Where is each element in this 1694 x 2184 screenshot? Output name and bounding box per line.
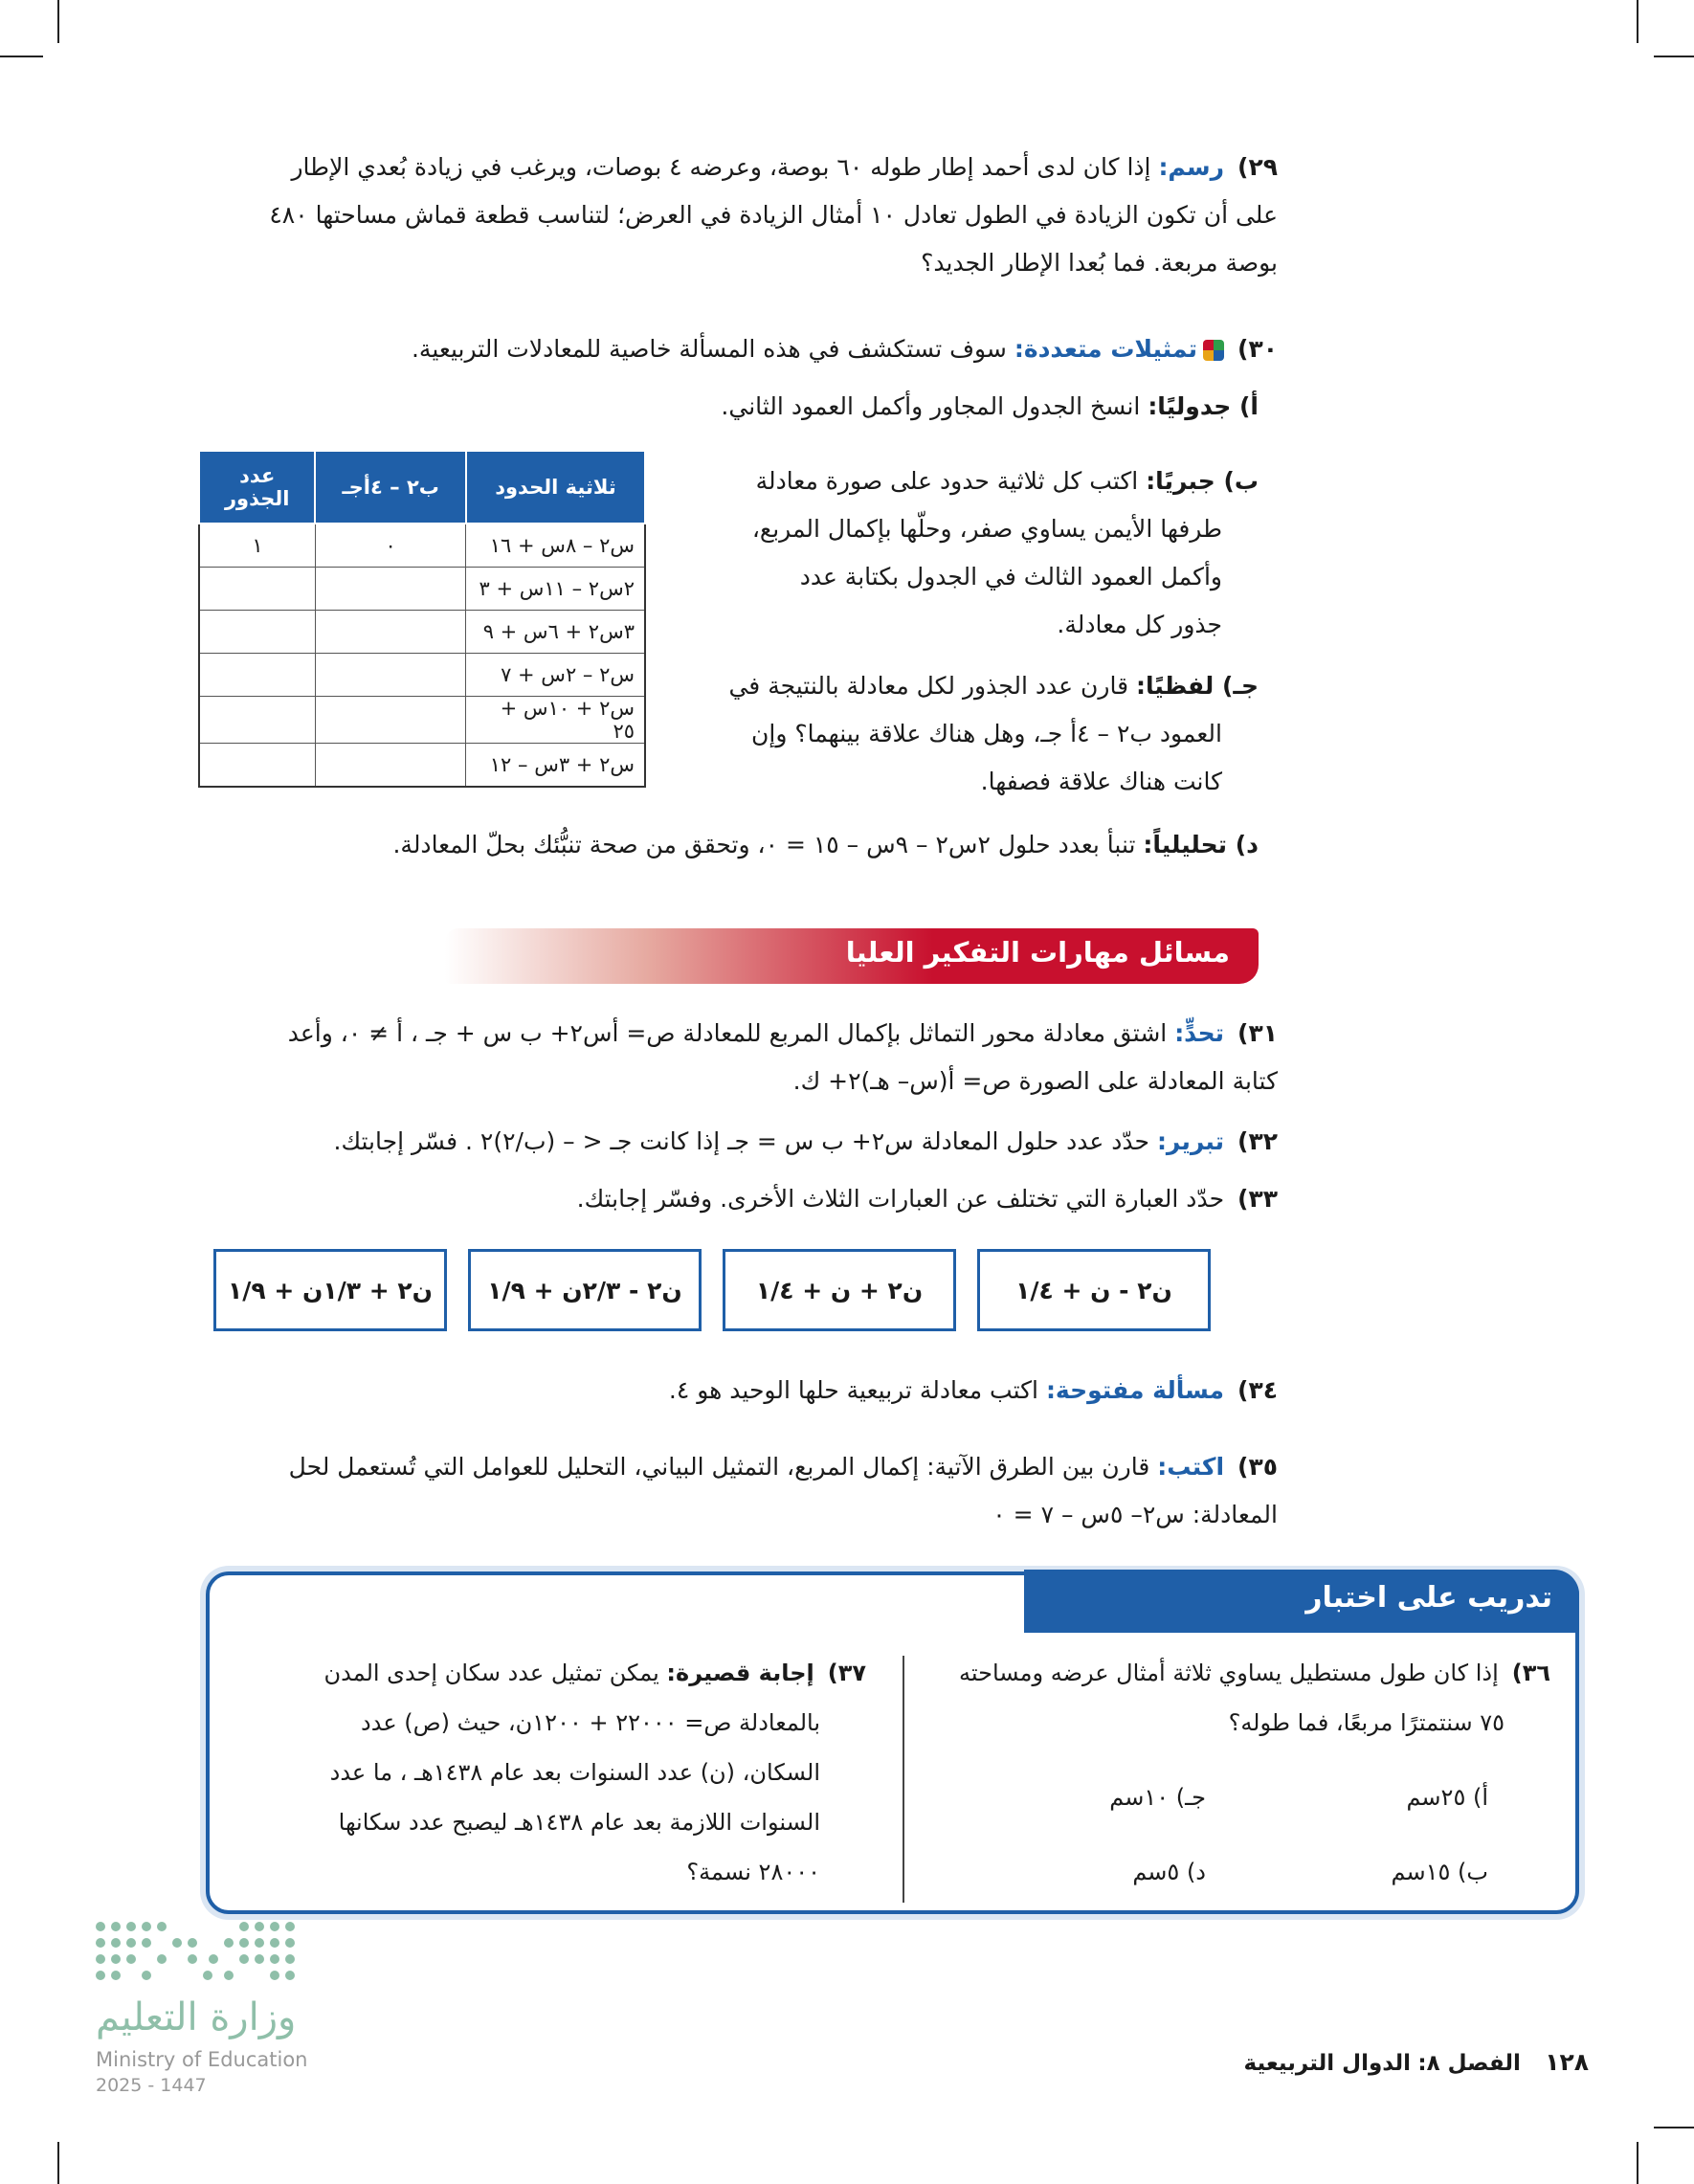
question-37	[273, 1648, 866, 1897]
problem-number: ٣١)	[1237, 1019, 1278, 1047]
table-header: ب٢ – ٤أجـ	[315, 451, 465, 524]
problem-30-part-d	[206, 821, 1259, 869]
table-cell	[199, 611, 315, 654]
roots-table	[198, 450, 646, 788]
part-text: العمود ب٢ – ٤أ جـ، وهل هناك علاقة بينهما؟ وإن	[751, 720, 1222, 747]
problem-31	[225, 1010, 1278, 1105]
part-text: قارن عدد الجذور لكل معادلة بالنتيجة في	[728, 672, 1129, 700]
problem-text: يمكن تمثيل عدد سكان إحدى المدن	[323, 1660, 659, 1686]
table-cell	[199, 654, 315, 697]
problem-32	[225, 1118, 1278, 1166]
problem-text: سوف تستكشف في هذه المسألة خاصية للمعادلات التربيعية.	[411, 335, 1007, 363]
chapter-title: الدوال التربيعية	[1243, 2051, 1412, 2076]
part-text: كانت هناك علاقة فصفها.	[980, 768, 1222, 795]
column-divider	[903, 1656, 904, 1903]
problem-text: اشتق معادلة محور التماثل بإكمال المربع للمعادلة ص= أس٢+ ب س + جـ ، أ ≠ ٠، وأعد	[287, 1019, 1168, 1047]
part-label: أ) جدوليًا:	[1148, 392, 1259, 420]
question-36	[928, 1648, 1550, 1748]
choice-box: ن٢ - ٢/٣ن + ١/٩	[468, 1249, 702, 1331]
problem-label: اكتب:	[1157, 1453, 1225, 1481]
part-text: اكتب كل ثلاثية حدود على صورة معادلة	[755, 467, 1139, 495]
problem-text: المعادلة: س٢– ٥س – ٧ = ٠	[992, 1501, 1278, 1528]
part-text: انسخ الجدول المجاور وأكمل العمود الثاني.	[721, 392, 1141, 420]
problem-29	[225, 144, 1278, 287]
table-cell	[315, 744, 465, 788]
problem-label: تبرير:	[1156, 1127, 1225, 1155]
ministry-year: 2025 - 1447	[96, 2075, 207, 2096]
problem-number: ٣٦)	[1511, 1660, 1550, 1686]
problem-text: السكان، (ن) عدد السنوات بعد عام ١٤٣٨هـ ، ما عدد	[329, 1759, 820, 1786]
problem-label: تحدٍّ:	[1174, 1019, 1225, 1047]
problem-35	[225, 1443, 1278, 1539]
table-cell: س٢ – ٢س + ٧	[466, 654, 645, 697]
table-cell: ١	[199, 524, 315, 568]
crop-mark	[57, 0, 59, 43]
part-label: ب) جبريًا:	[1146, 467, 1259, 495]
test-practice-title: تدريب على اختبار	[1305, 1581, 1552, 1615]
table-cell	[199, 568, 315, 611]
table-cell: ٢س٢ – ١١س + ٣	[466, 568, 645, 611]
choice-box: ن٢ + ١/٣ن + ١/٩	[213, 1249, 447, 1331]
problem-label: رسم:	[1158, 153, 1225, 181]
problem-number: ٣٤)	[1237, 1376, 1278, 1404]
problem-number: ٣٥)	[1237, 1453, 1278, 1481]
table-cell: ٠	[315, 524, 465, 568]
problem-text: إذا كان لدى أحمد إطار طوله ٦٠ بوصة، وعرضه ٤ بوصات، ويرغب في زيادة بُعدي الإطار	[291, 153, 1151, 181]
table-cell: س٢ + ١٠س + ٢٥	[466, 697, 645, 744]
part-text: وأكمل العمود الثالث في الجدول بكتابة عدد	[799, 563, 1222, 591]
multi-rep-icon	[1203, 340, 1224, 361]
problem-number: ٣٠)	[1237, 335, 1278, 363]
problem-number: ٣٣)	[1237, 1185, 1278, 1213]
problem-text: حدّد العبارة التي تختلف عن العبارات الثلاث الأخرى. وفسّر إجابتك.	[576, 1185, 1225, 1213]
problem-30-part-c	[703, 662, 1259, 806]
choice-box: ن٢ - ن + ١/٤	[977, 1249, 1211, 1331]
problem-number: ٣٢)	[1237, 1127, 1278, 1155]
section-banner	[445, 928, 1259, 984]
ministry-name-arabic: وزارة التعليم	[96, 1995, 297, 2039]
problem-text: اكتب معادلة تربيعية حلها الوحيد هو ٤.	[668, 1376, 1038, 1404]
problem-30	[225, 325, 1278, 431]
option-c: جـ) ١٠سم	[1109, 1784, 1206, 1811]
problem-text: بوصة مربعة. فما بُعدا الإطار الجديد؟	[921, 249, 1278, 277]
part-text: جذور كل معادلة.	[1057, 611, 1222, 638]
problem-number: ٣٧)	[827, 1660, 866, 1686]
problem-text: بالمعادلة ص= ٢٢٠٠٠ + ١٢٠٠ن، حيث (ص) عدد	[361, 1709, 820, 1736]
choice-box: ن٢ + ن + ١/٤	[723, 1249, 956, 1331]
problem-text: السنوات اللازمة بعد عام ١٤٣٨هـ ليصبح عدد سكانها	[338, 1809, 820, 1836]
table-row	[199, 654, 645, 697]
problem-text: على أن تكون الزيادة في الطول تعادل ١٠ أمثال الزيادة في العرض؛ لتناسب قطعة قماش مساحتها ٤٨٠	[269, 201, 1278, 229]
page-number: ١٢٨	[1545, 2048, 1589, 2076]
problem-33	[225, 1175, 1278, 1223]
problem-label: إجابة قصيرة:	[666, 1660, 814, 1686]
table-cell	[199, 697, 315, 744]
table-row	[199, 744, 645, 788]
option-a: أ) ٢٥سم	[1406, 1784, 1488, 1811]
option-b: ب) ١٥سم	[1391, 1859, 1488, 1885]
part-text: تنبأ بعدد حلول ٢س٢ – ٩س – ١٥ = ٠، وتحقق من صحة تنبُّئك بحلّ المعادلة.	[392, 831, 1136, 858]
table-cell	[315, 697, 465, 744]
problem-text: حدّد عدد حلول المعادلة س٢+ ب س = جـ إذا كانت جـ < – (ب/٢)٢ . فسّر إجابتك.	[333, 1127, 1149, 1155]
ministry-logo-dots	[96, 1917, 301, 1984]
problem-text: ٢٨٠٠٠ نسمة؟	[686, 1859, 820, 1885]
ministry-name-english: Ministry of Education	[96, 2048, 308, 2071]
chapter-label: الفصل ٨:	[1417, 2051, 1521, 2076]
table-cell: س٢ – ٨س + ١٦	[466, 524, 645, 568]
table-cell	[315, 568, 465, 611]
problem-number: ٢٩)	[1237, 153, 1278, 181]
table-cell	[315, 611, 465, 654]
problem-text: قارن بين الطرق الآتية: إكمال المربع، التمثيل البياني، التحليل للعوامل التي تُستعمل لحل	[288, 1453, 1150, 1481]
crop-mark	[1637, 0, 1638, 43]
table-row	[199, 697, 645, 744]
part-label: د) تحليلياً:	[1143, 831, 1259, 858]
table-header: عدد الجذور	[199, 451, 315, 524]
problem-label: مسألة مفتوحة:	[1045, 1376, 1225, 1404]
problem-text: إذا كان طول مستطيل يساوي ثلاثة أمثال عرضه ومساحته	[959, 1660, 1499, 1686]
crop-mark	[1637, 2142, 1638, 2184]
table-cell: ٣س٢ + ٦س + ٩	[466, 611, 645, 654]
option-d: د) ٥سم	[1132, 1859, 1206, 1885]
crop-mark	[1654, 56, 1694, 57]
crop-mark	[57, 2142, 59, 2184]
problem-34	[225, 1367, 1278, 1415]
test-practice-tab	[1024, 1570, 1579, 1633]
problem-text: كتابة المعادلة على الصورة ص= أ(س– هـ)٢+ ك.	[792, 1067, 1278, 1095]
problem-label: تمثيلات متعددة:	[1014, 335, 1198, 363]
table-row	[199, 524, 645, 568]
problem-30-part-b	[703, 457, 1259, 649]
table-cell	[199, 744, 315, 788]
table-cell: س٢ + ٣س – ١٢	[466, 744, 645, 788]
banner-title: مسائل مهارات التفكير العليا	[845, 936, 1230, 969]
expression-choices	[213, 1249, 1211, 1331]
problem-text: ٧٥ سنتمترًا مربعًا، فما طوله؟	[1228, 1709, 1505, 1736]
crop-mark	[0, 56, 43, 57]
table-row	[199, 611, 645, 654]
table-row	[199, 568, 645, 611]
table-cell	[315, 654, 465, 697]
table-header: ثلاثية الحدود	[466, 451, 645, 524]
part-label: جـ) لفظيًا:	[1135, 672, 1259, 700]
page-footer	[1244, 2048, 1589, 2076]
crop-mark	[1654, 2127, 1694, 2128]
part-text: طرفها الأيمن يساوي صفر، وحلّها بإكمال المربع،	[751, 515, 1222, 543]
